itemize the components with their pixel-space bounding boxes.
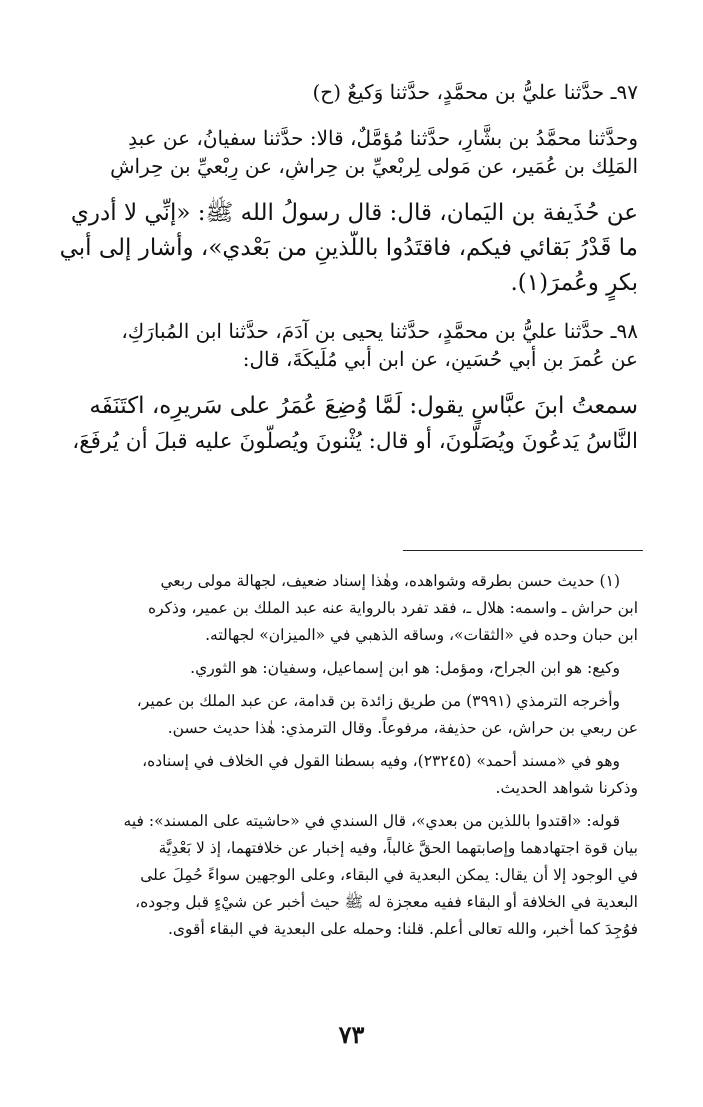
text-line: وحدَّثنا محمَّدُ بن بشَّارٍ، حدَّثنا مُؤمَّلٌ، قالا: حدَّثنا سفيانُ، عن عبدِ [128, 126, 638, 150]
hadith-98-matn [60, 389, 638, 459]
text-line: وهو في «مسند أحمد» (٢٣٢٤٥)، وفيه بسطنا القول في الخلاف في إسناده، [142, 752, 620, 770]
text-line: ٩٨ـ حدَّثنا عليُّ بن محمَّدٍ، حدَّثنا يحيى بن آدَمَ، حدَّثنا ابن المُبارَكِ، [121, 319, 638, 343]
hadith-97-isnad [60, 78, 638, 180]
main-text [60, 78, 638, 459]
text-line: بيان قوة اجتهادهما وإصابتهما الحقَّ غالباً، وفيه إخبار عن خلافتهما، إذ لا بَعْدِيَّة [158, 839, 638, 857]
text-line: وكيع: هو ابن الجراح، ومؤمل: هو ابن إسماعيل، وسفيان: هو الثوري. [190, 659, 620, 677]
text-line: ابن حراش ـ واسمه: هلال ـ، فقد تفرد بالرواية عنه عبد الملك بن عمير، وذكره [148, 599, 638, 617]
text-line: سمعتُ ابنَ عبَّاسٍ يقول: لَمَّا وُضِعَ عُمَرُ على سَريرِه، اكتَنَفَه [89, 393, 638, 419]
text-line: وذكرنا شواهد الحديث. [495, 779, 638, 797]
text-line: البعدية في الخلافة أو البقاء ففيه معجزة له ﷺ حيث أخبر عن شيْءٍ قبل وجوده، [135, 893, 638, 911]
footnote-paragraph [60, 808, 638, 943]
text-line: عن حُذَيفة بن اليَمان، قال: قال رسولُ الله ﷺ: «إنِّي لا أدري [70, 200, 638, 226]
text-line: عن عُمرَ بنِ أبي حُسَينٍ، عن ابن أبي مُلَيكَةَ، قال: [242, 347, 638, 371]
text-line: وأخرجه الترمذي (٣٩٩١) من طريق زائدة بن قدامة، عن عبد الملك بن عمير، [136, 692, 620, 710]
footnote-divider [403, 550, 643, 551]
text-line: في الوجود إلا أن يقال: يمكن البعدية في البقاء، وعلى الوجهين سواءً حُمِلَ على [140, 866, 638, 884]
text-line: بكرٍ وعُمرَ(١). [510, 270, 638, 296]
text-line: (١) حديث حسن بطرقه وشواهده، وهٰذا إسناد ضعيف، لجهالة مولى ربعي [160, 572, 620, 590]
footnote-paragraph [60, 568, 638, 649]
text-line: فوُجِدَ كما أخبر، والله تعالى أعلم. قلنا: وحمله على البعدية في البقاء أقوى. [167, 920, 638, 938]
text-line: المَلِك بن عُمَير، عن مَولى لِربْعيِّ بن حِراشٍ، عن رِبْعيِّ بن حِراشٍ [110, 154, 638, 178]
text-line: عن ربعي بن حراش، عن حذيفة، مرفوعاً. وقال الترمذي: هٰذا حديث حسن. [167, 719, 638, 737]
footnote-paragraph [60, 748, 638, 802]
page-number: ٧٣ [338, 1020, 365, 1049]
text-line: قوله: «اقتدوا باللذين من بعدي»، قال السندي في «حاشيته على المسند»: فيه [123, 812, 620, 830]
text-line: ٩٧ـ حدَّثنا عليُّ بن محمَّدٍ، حدَّثنا وَكيعٌ (ح) [312, 80, 638, 104]
footnote-paragraph [60, 655, 638, 682]
hadith-98-isnad [60, 317, 638, 373]
text-line: ابن حبان وحده في «الثقات»، وساقه الذهبي في «الميزان» لجهالته. [205, 626, 638, 644]
text-line: ما قَدْرُ بَقائي فيكم، فاقتَدُوا باللَّذينِ من بَعْدي»، وأشار إلى أبي [60, 235, 638, 261]
footnote-paragraph [60, 688, 638, 742]
hadith-97-matn [60, 196, 638, 301]
footnotes [60, 568, 638, 943]
text-line: النَّاسُ يَدعُونَ ويُصَلُّونَ، أو قال: يُثْنونَ ويُصلُّونَ عليه قبلَ أن يُرفَعَ، [72, 429, 638, 454]
